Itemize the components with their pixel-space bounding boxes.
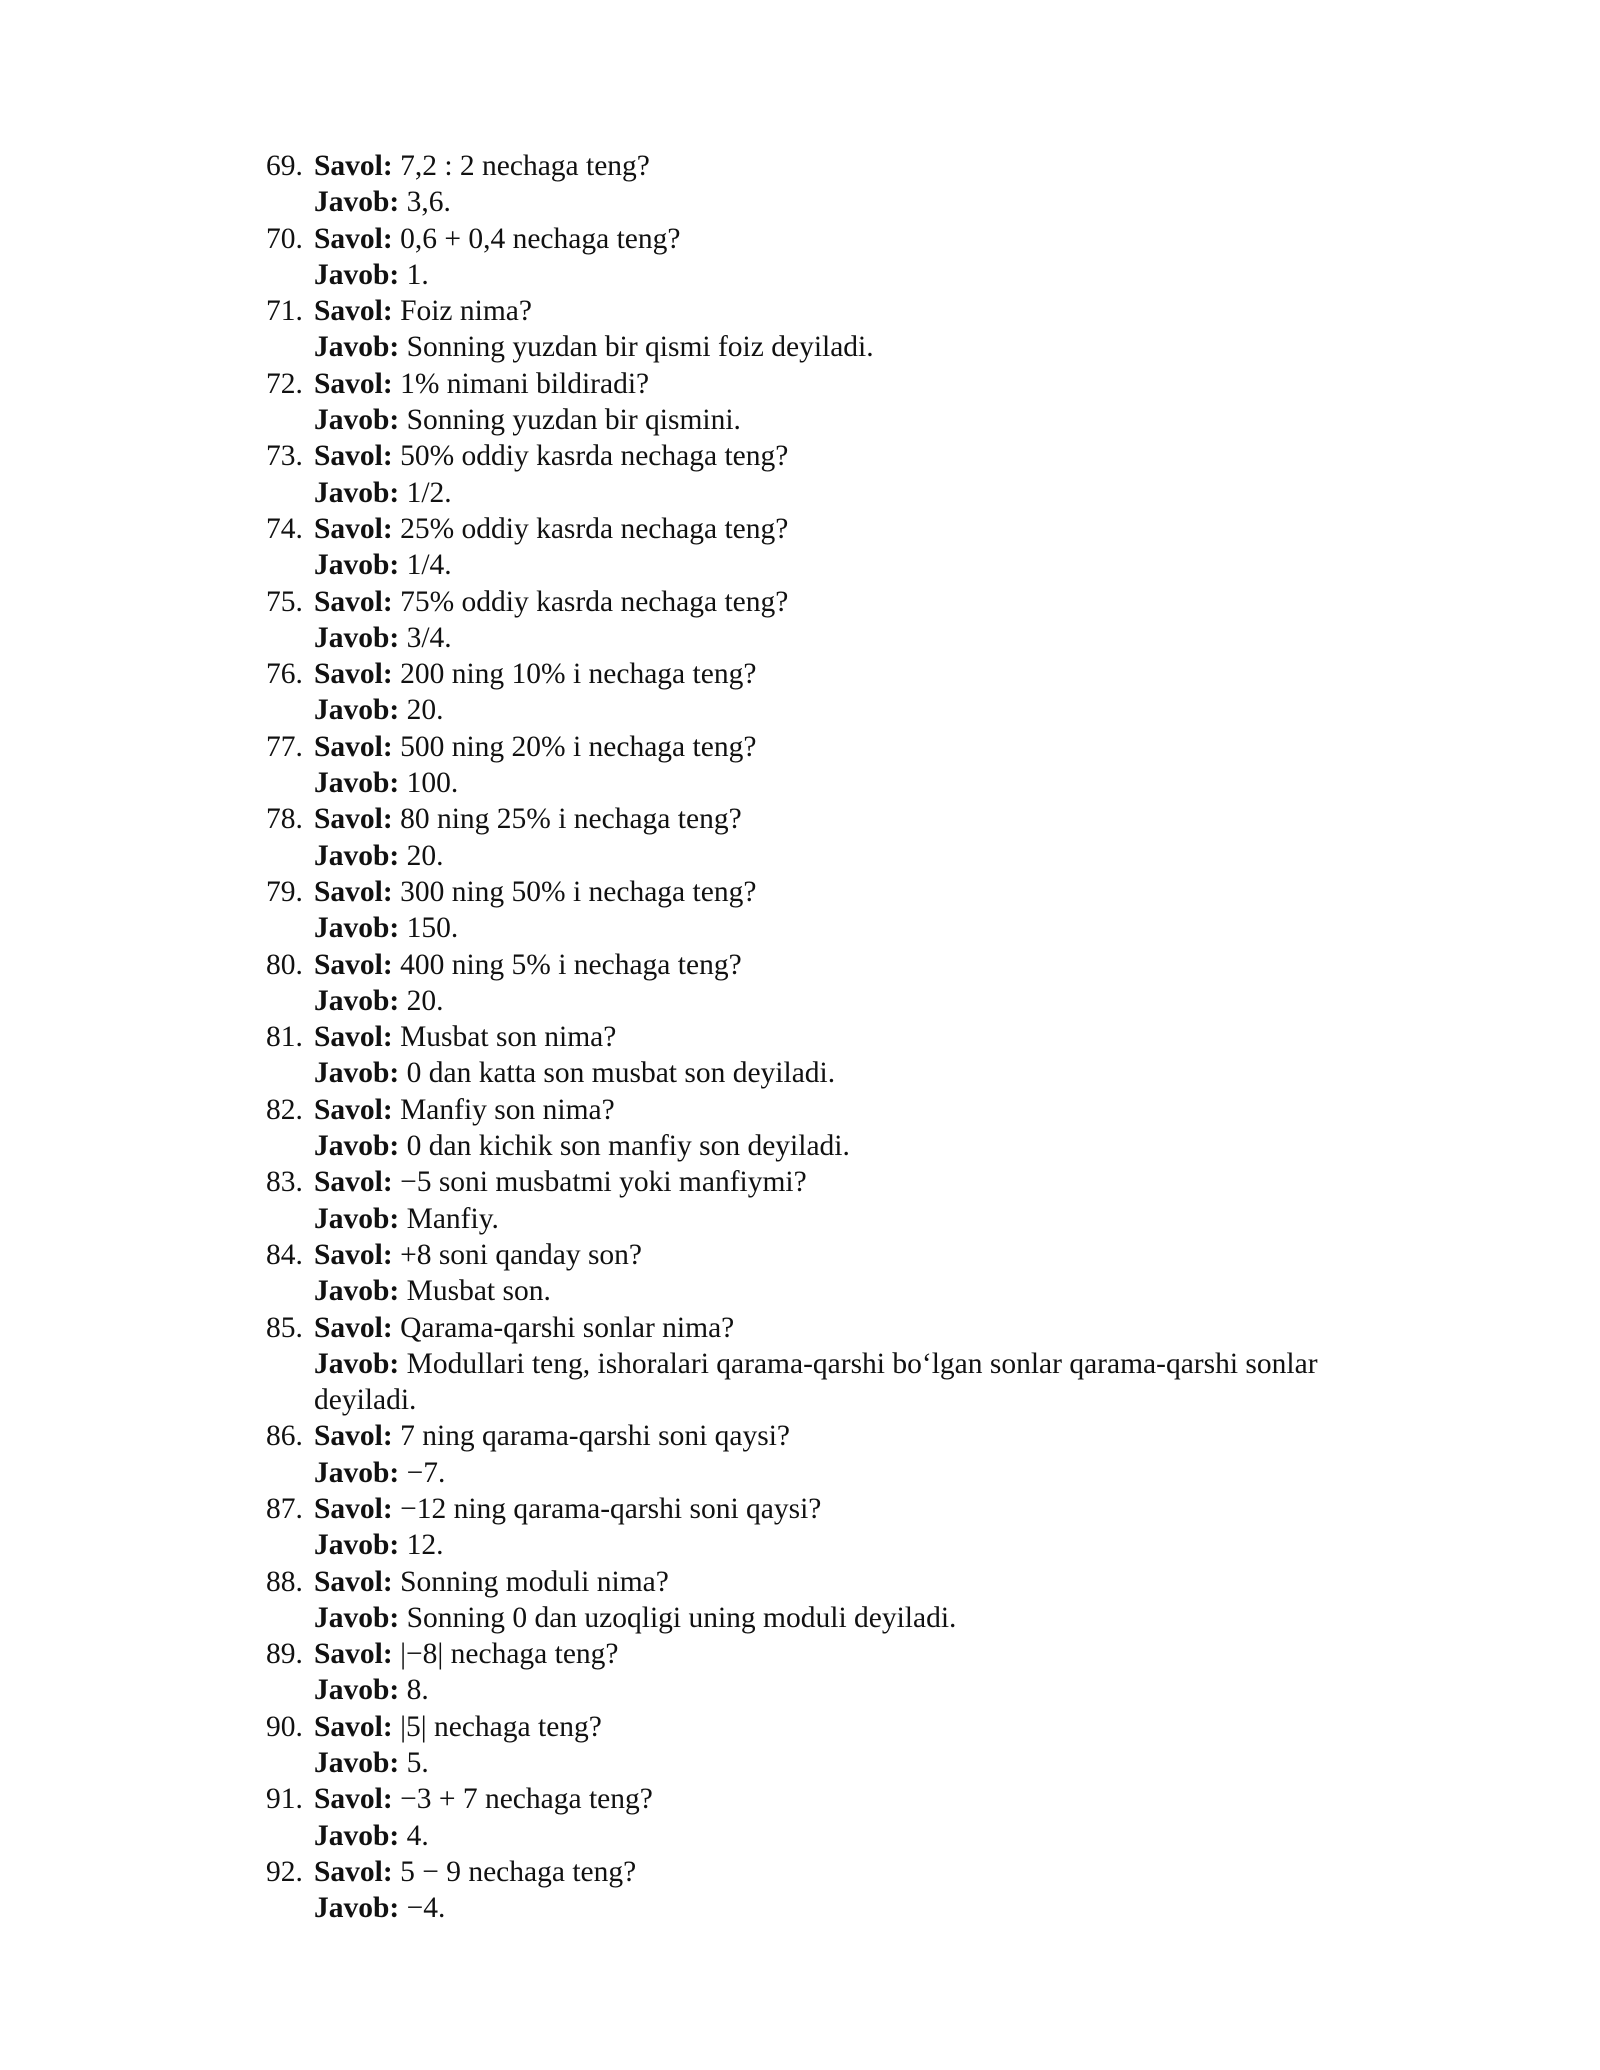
qa-item <box>266 1310 1406 1419</box>
answer-text: 0 dan kichik son manfiy son deyiladi. <box>406 1130 850 1163</box>
qa-list <box>266 148 1406 1927</box>
item-number: 87. <box>266 1492 303 1525</box>
answer-text: Sonning 0 dan uzoqligi uning moduli deyiladi. <box>406 1601 957 1634</box>
question-label: Savol: <box>314 1166 393 1199</box>
qa-item <box>266 438 1406 511</box>
item-number: 71. <box>266 295 303 328</box>
question-text: 0,6 + 0,4 nechaga teng? <box>400 222 681 255</box>
qa-item <box>266 1237 1406 1310</box>
question-text: Foiz nima? <box>400 295 532 328</box>
answer-label: Javob: <box>314 1057 400 1090</box>
qa-item <box>266 1164 1406 1237</box>
answer-label: Javob: <box>314 1130 400 1163</box>
item-number: 69. <box>266 150 303 182</box>
answer-line <box>314 1273 1406 1309</box>
question-line <box>314 656 1406 692</box>
question-label: Savol: <box>314 1710 393 1743</box>
answer-text: −4. <box>406 1892 446 1925</box>
question-text: Manfiy son nima? <box>400 1093 615 1126</box>
question-line <box>314 1237 1406 1273</box>
answer-text: Manfiy. <box>406 1202 499 1235</box>
question-text: 50% oddiy kasrda nechaga teng? <box>400 440 789 473</box>
qa-item <box>266 1418 1406 1491</box>
answer-label: Javob: <box>314 1347 400 1380</box>
answer-line <box>314 1600 1406 1636</box>
question-label: Savol: <box>314 1855 393 1888</box>
question-text: −12 ning qarama-qarshi soni qaysi? <box>400 1492 822 1525</box>
question-text: Sonning moduli nima? <box>400 1565 669 1598</box>
question-line <box>314 1781 1406 1817</box>
answer-line <box>314 692 1406 728</box>
answer-label: Javob: <box>314 258 400 291</box>
answer-line <box>314 1672 1406 1708</box>
item-number: 73. <box>266 440 303 473</box>
question-label: Savol: <box>314 1238 393 1271</box>
item-number: 81. <box>266 1021 303 1054</box>
answer-label: Javob: <box>314 839 400 872</box>
question-line <box>314 1636 1406 1672</box>
qa-item <box>266 729 1406 802</box>
qa-item <box>266 511 1406 584</box>
answer-text: 20. <box>406 694 444 727</box>
answer-line <box>314 1527 1406 1563</box>
qa-item <box>266 1564 1406 1637</box>
question-label: Savol: <box>314 875 393 908</box>
answer-line <box>314 1890 1406 1926</box>
question-label: Savol: <box>314 948 393 981</box>
item-number: 72. <box>266 367 303 400</box>
item-number: 70. <box>266 222 303 255</box>
answer-line <box>314 910 1406 946</box>
question-line <box>314 874 1406 910</box>
qa-item <box>266 1781 1406 1854</box>
question-line <box>314 221 1406 257</box>
item-number: 89. <box>266 1638 303 1671</box>
question-line <box>314 947 1406 983</box>
question-line <box>314 1709 1406 1745</box>
answer-label: Javob: <box>314 1747 400 1780</box>
question-label: Savol: <box>314 658 393 691</box>
item-number: 83. <box>266 1166 303 1199</box>
answer-label: Javob: <box>314 404 400 437</box>
answer-text: Sonning yuzdan bir qismi foiz deyiladi. <box>406 331 874 364</box>
answer-text: 1/2. <box>406 476 452 509</box>
question-text: 5 − 9 nechaga teng? <box>400 1855 637 1888</box>
answer-text: 0 dan katta son musbat son deyiladi. <box>406 1057 836 1090</box>
item-number: 90. <box>266 1710 303 1743</box>
question-label: Savol: <box>314 367 393 400</box>
item-number: 84. <box>266 1238 303 1271</box>
question-line <box>314 438 1406 474</box>
question-label: Savol: <box>314 150 393 182</box>
answer-label: Javob: <box>314 767 400 800</box>
question-text: 7 ning qarama-qarshi soni qaysi? <box>400 1420 791 1453</box>
qa-item <box>266 656 1406 729</box>
answer-line <box>314 547 1406 583</box>
qa-item <box>266 1854 1406 1927</box>
question-line <box>314 366 1406 402</box>
answer-label: Javob: <box>314 694 400 727</box>
question-text: 25% oddiy kasrda nechaga teng? <box>400 512 789 545</box>
answer-text: Musbat son. <box>406 1275 551 1308</box>
answer-label: Javob: <box>314 1892 400 1925</box>
answer-text: −7. <box>406 1456 446 1489</box>
question-text: |−8| nechaga teng? <box>400 1638 619 1671</box>
answer-line <box>314 838 1406 874</box>
question-line <box>314 1564 1406 1600</box>
question-line <box>314 1164 1406 1200</box>
item-number: 88. <box>266 1565 303 1598</box>
qa-item <box>266 1491 1406 1564</box>
answer-line <box>314 765 1406 801</box>
answer-line <box>314 184 1406 220</box>
question-text: 300 ning 50% i nechaga teng? <box>400 875 757 908</box>
answer-text: 4. <box>406 1819 429 1852</box>
question-text: 200 ning 10% i nechaga teng? <box>400 658 757 691</box>
question-label: Savol: <box>314 1093 393 1126</box>
answer-text: 3/4. <box>406 621 452 654</box>
answer-label: Javob: <box>314 549 400 582</box>
qa-item <box>266 1709 1406 1782</box>
item-number: 76. <box>266 658 303 691</box>
answer-text: Sonning yuzdan bir qismini. <box>406 404 741 437</box>
question-label: Savol: <box>314 1565 393 1598</box>
answer-text: 100. <box>406 767 459 800</box>
answer-line <box>314 1128 1406 1164</box>
question-label: Savol: <box>314 295 393 328</box>
question-label: Savol: <box>314 1492 393 1525</box>
question-line <box>314 1854 1406 1890</box>
answer-line <box>314 475 1406 511</box>
question-label: Savol: <box>314 1638 393 1671</box>
answer-line <box>314 1055 1406 1091</box>
answer-line <box>314 257 1406 293</box>
question-line <box>314 148 1406 184</box>
qa-item <box>266 148 1406 221</box>
question-text: 75% oddiy kasrda nechaga teng? <box>400 585 789 618</box>
item-number: 92. <box>266 1855 303 1888</box>
item-number: 78. <box>266 803 303 836</box>
answer-line <box>314 620 1406 656</box>
question-text: 400 ning 5% i nechaga teng? <box>400 948 742 981</box>
item-number: 91. <box>266 1783 303 1816</box>
answer-text: 20. <box>406 984 444 1017</box>
answer-label: Javob: <box>314 1674 400 1707</box>
question-text: 500 ning 20% i nechaga teng? <box>400 730 757 763</box>
answer-line <box>314 1745 1406 1781</box>
question-line <box>314 729 1406 765</box>
item-number: 86. <box>266 1420 303 1453</box>
question-label: Savol: <box>314 512 393 545</box>
answer-text: 20. <box>406 839 444 872</box>
answer-label: Javob: <box>314 331 400 364</box>
answer-label: Javob: <box>314 1456 400 1489</box>
answer-text: Modullari teng, ishoralari qarama-qarshi bo‘lgan sonlar qarama-qarshi sonlar deyiladi. <box>314 1347 1318 1417</box>
answer-label: Javob: <box>314 1819 400 1852</box>
answer-label: Javob: <box>314 1529 400 1562</box>
item-number: 85. <box>266 1311 303 1344</box>
item-number: 74. <box>266 512 303 545</box>
question-label: Savol: <box>314 440 393 473</box>
item-number: 82. <box>266 1093 303 1126</box>
answer-label: Javob: <box>314 912 400 945</box>
question-text: 80 ning 25% i nechaga teng? <box>400 803 742 836</box>
question-line <box>314 1019 1406 1055</box>
qa-item <box>266 801 1406 874</box>
question-label: Savol: <box>314 585 393 618</box>
qa-item <box>266 221 1406 294</box>
answer-label: Javob: <box>314 1202 400 1235</box>
question-line <box>314 511 1406 547</box>
answer-label: Javob: <box>314 984 400 1017</box>
question-label: Savol: <box>314 1021 393 1054</box>
item-number: 79. <box>266 875 303 908</box>
answer-line <box>314 1201 1406 1237</box>
qa-item <box>266 293 1406 366</box>
answer-line <box>314 1455 1406 1491</box>
item-number: 77. <box>266 730 303 763</box>
question-text: Musbat son nima? <box>400 1021 617 1054</box>
question-label: Savol: <box>314 803 393 836</box>
answer-line <box>314 329 1406 365</box>
answer-text: 5. <box>406 1747 429 1780</box>
answer-line <box>314 983 1406 1019</box>
answer-line <box>314 402 1406 438</box>
question-line <box>314 1092 1406 1128</box>
qa-item <box>266 947 1406 1020</box>
item-number: 75. <box>266 585 303 618</box>
answer-text: 1. <box>406 258 429 291</box>
question-line <box>314 1310 1406 1346</box>
answer-line <box>314 1346 1406 1419</box>
answer-text: 8. <box>406 1674 429 1707</box>
qa-item <box>266 584 1406 657</box>
question-line <box>314 801 1406 837</box>
qa-item <box>266 1019 1406 1092</box>
question-label: Savol: <box>314 730 393 763</box>
question-line <box>314 1491 1406 1527</box>
qa-item <box>266 366 1406 439</box>
question-line <box>314 1418 1406 1454</box>
question-line <box>314 293 1406 329</box>
answer-text: 150. <box>406 912 459 945</box>
answer-label: Javob: <box>314 476 400 509</box>
question-text: −5 soni musbatmi yoki manfiymi? <box>400 1166 807 1199</box>
answer-label: Javob: <box>314 186 400 219</box>
answer-label: Javob: <box>314 1601 400 1634</box>
answer-label: Javob: <box>314 1275 400 1308</box>
answer-label: Javob: <box>314 621 400 654</box>
answer-text: 1/4. <box>406 549 452 582</box>
item-number: 80. <box>266 948 303 981</box>
question-text: +8 soni qanday son? <box>400 1238 643 1271</box>
qa-item <box>266 874 1406 947</box>
answer-line <box>314 1818 1406 1854</box>
qa-item <box>266 1636 1406 1709</box>
question-text: 7,2 : 2 nechaga teng? <box>400 150 650 182</box>
question-text: −3 + 7 nechaga teng? <box>400 1783 653 1816</box>
question-label: Savol: <box>314 1420 393 1453</box>
question-text: 1% nimani bildiradi? <box>400 367 650 400</box>
question-label: Savol: <box>314 1311 393 1344</box>
question-text: |5| nechaga teng? <box>400 1710 602 1743</box>
question-line <box>314 584 1406 620</box>
qa-item <box>266 1092 1406 1165</box>
question-label: Savol: <box>314 1783 393 1816</box>
answer-text: 3,6. <box>406 186 451 219</box>
question-text: Qarama-qarshi sonlar nima? <box>400 1311 735 1344</box>
answer-text: 12. <box>406 1529 444 1562</box>
question-label: Savol: <box>314 222 393 255</box>
